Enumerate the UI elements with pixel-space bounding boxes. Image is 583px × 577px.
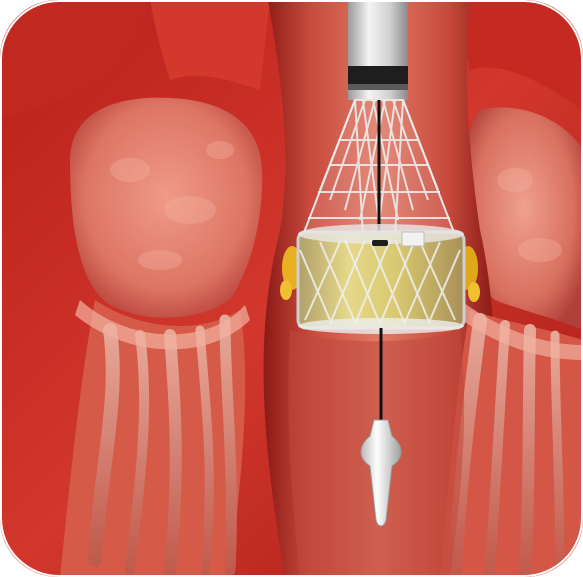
catheter	[348, 0, 408, 100]
catheter-band	[348, 66, 408, 84]
replacement-valve	[298, 224, 464, 334]
